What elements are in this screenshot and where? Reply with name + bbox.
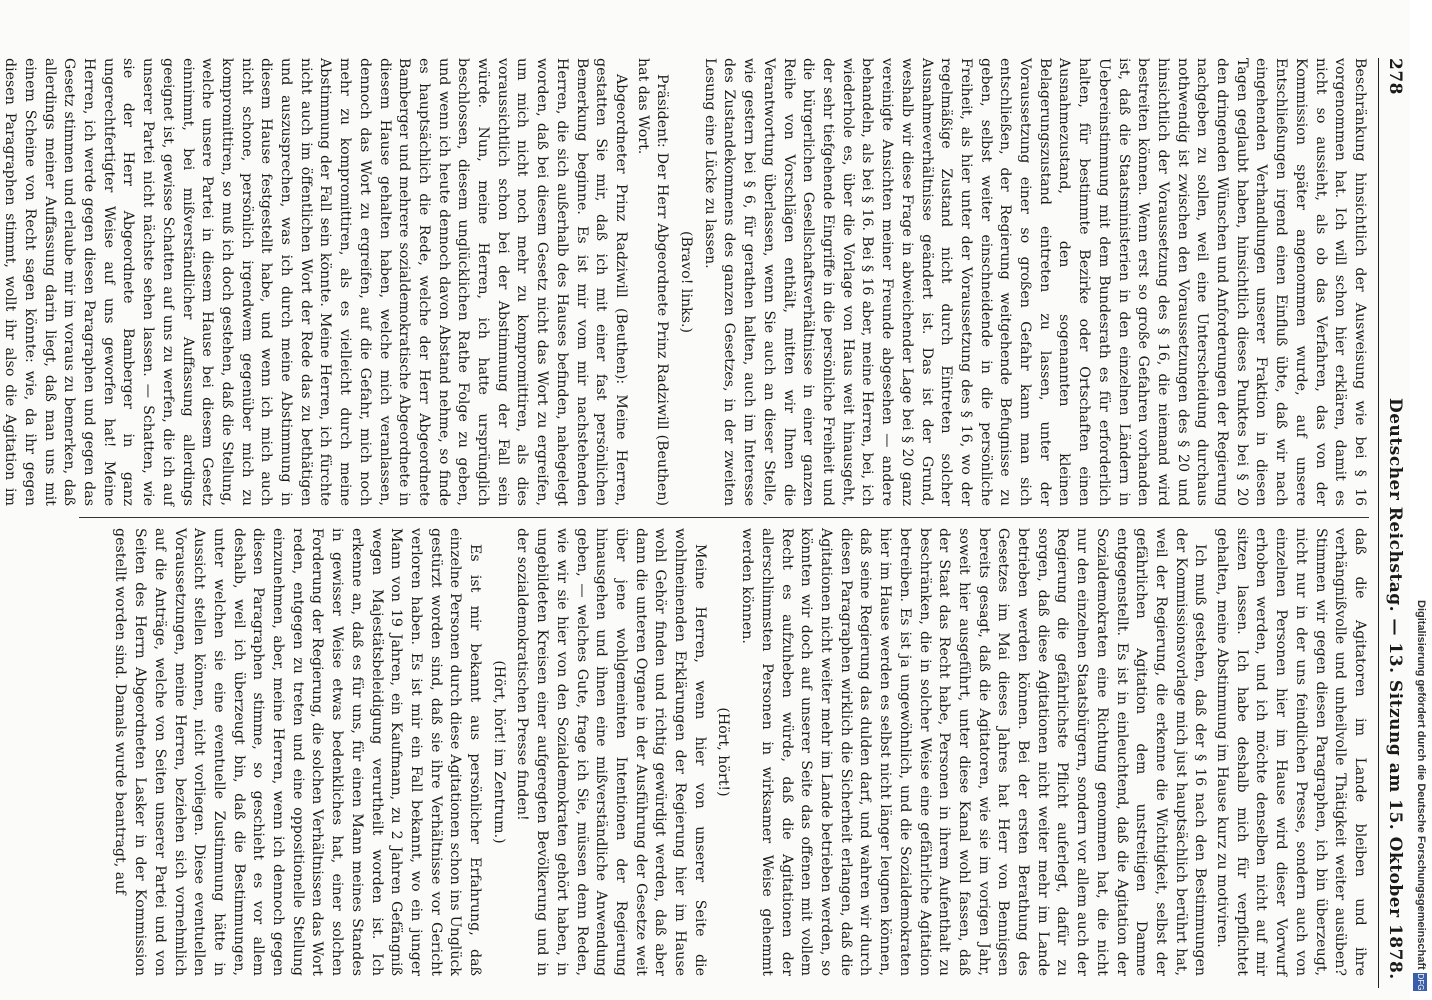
column-divider: [79, 517, 1369, 518]
paragraph: Beschränkung hinsichtlich der Ausweisung wie bei § 16 vorgenommen hat. Ich will schon hier erklären, damit es nicht so aussieht, als ob das Verfahren, das von der Kommission später angenommen wurde, auf unsere Entschließungen irgend einen Einfluß übte, daß wir nach eingehenden Verhandlungen unserer Fraktion in diesen Tagen geglaubt haben, hinsichtlich dieses Punktes bei § 20 den dringenden Wünschen und Anforderungen der Regierung nachgeben zu sollen, weil eine Unterscheidung durchaus nothwendig ist zwischen den Voraussetzungen des § 20 und hinsichtlich der Voraussetzung des § 16, die niemand wird bestreiten können. Wenn erst so große Gefahren vorhanden ist, daß die Staatsministerien in den einzelnen Ländern in Uebereinstimmung mit dem Bundesrath es für erforderlich halten, für bestimmte Bezirke oder Ortschaften einen Ausnahmezustand, den sogenannten kleinen Belagerungszustand eintreten zu lassen, unter der Voraussetzung einer so großen Gefahr kann man sich entschließen, der Regierung weitgehende Befugnisse zu geben, selbst weiter einschneidende in die persönliche Freiheit, als hier unter der Voraussetzung des § 16, wo der regelmäßige Zustand nicht durch Eintreten solcher Ausnahmeverhältnisse geändert ist. Das ist der Grund, weshalb wir diese Frage in abweichender Lage bei § 20 ganz vereinigte Ansichten meiner Freunde abgesehen — andere behandeln, als bei § 16. Bei § 16 aber, meine Herren, bei, ich wiederhole es, über die Vorlage von Haus weit hinausgeht, der sehr tiefgehende Eingriffe in die persönliche Freiheit und die bürgerlichen Gesellschaftsverhältnisse in einer ganzen Reihe von Vorschlägen enthält, mitten wir Ihnen die Verantwortung überlassen, wenn Sie auch an dieser Stelle, wie gestern bei § 6, für gerathen halten, auch im Interesse des Zustandekommens des ganzen Gesetzes, in der zweiten Lesung eine Lücke zu lassen.: [701, 58, 1368, 506]
dfg-logo: DFG: [1413, 973, 1427, 991]
paragraph: daß die Agitatoren im Lande bleiben und ihre verhängnißvolle und unheilvolle Thätigkeit weiter ausüben? Stimmen wir gegen diesen Paragraphen, ich bin überzeugt, nicht nur in der uns feindlichen Presse, sondern auch von einzelnen Personen hier im Hause wird dieser Vorwurf erhoben werden, und ich möchte denselben nicht auf mir sitzen lassen. Ich habe deshalb mich für verpflichtet gehalten, meine Abstimmung im Hause kurz zu motiviren.: [1214, 528, 1368, 976]
paragraph: Meine Herren, wenn hier von unserer Seite die wohlmeinenden Erklärungen der Regierung hier im Hause wohl Gehör finden und richtig gewürdigt werden, daß aber dann die unteren Organe in der Ausführung der Gesetze weit über jene wohlgemeinten Intentionen der Regierung hinausgehen und ihnen eine mißverständliche Anwendung geben, — welches Gute, frage ich Sie, müssen denn Reden, wie wir sie hier von den Sozialdemokraten gehört haben, in ungebildeten Kreisen einer aufgeregten Bevölkerung und in der sozialdemokratischen Presse finden!: [514, 528, 708, 976]
paragraph: Ich muß gestehen, daß der § 16 nach den Bestimmungen der Kommissionsvorlage mich just hauptsächlich berührt hat, weil der Regierung, die erkenne die Wichtigkeit, selbst der gefährlichen Agitation dem unstreitigen Damme entgegenstellt. Es ist in einleuchtend, daß die Agitation der Sozialdemokraten eine Richtung genommen hat, die nicht nur den einzelnen Staatsbürgern, sondern vor allem auch der Regierung die gefährlichste Pflicht auferlegt, dafür zu sorgen, daß diese Agitationen nicht weiter mehr im Lande betrieben werden können. Bei der ersten Berathung des Gesetzes im Mai dieses Jahres hat Herr von Bennigsen bereits gesagt, daß die Agitatoren, wie sie im vorigen Jahr, soweit hier ausgeführt, unter diese Kanal wohl fassen, daß der Staat das Recht habe, Personen in ihrem Aufenthalt zu beschränken, die in solcher Weise eine gefährliche Agitation betreiben. Es ist ja ungewöhnlich, und die Sozialdemokraten hier im Hause werden es selbst nicht länger leugnen können, daß seine Regierung das dulden darf, und wahren wir durch diesen Paragraphen wirklich die Sicherheit erlangen, daß die Agitationen nicht weiter mehr im Lande betrieben werden, so könnten wir doch auf unserer Seite das offenen mit vollem Recht es aufzuheben würde, daß die Agitationen der allerschlimmsten Personen in wirksamer Weise gehemmt werden können.: [739, 528, 1209, 976]
digitization-credit: Digitalisierung gefördert durch die Deutsche Forschungsgemeinschaft: [1415, 600, 1427, 970]
page-title: Deutscher Reichstag. — 13. Sitzung am 15. Oktober 1878.: [1385, 398, 1405, 980]
page-number: 278: [1385, 58, 1405, 95]
interjection: (Hört, hört!): [715, 707, 732, 797]
applause-note: (Bravo! links.): [678, 230, 695, 334]
page-header: [1383, 58, 1405, 988]
interjection: (Hört, hört! im Zentrum.): [490, 660, 507, 844]
header-rule: [1378, 58, 1379, 988]
paragraph: Abgeordneter Prinz Radziwill (Beuthen): Meine Herren, gestatten Sie mir, daß ich mit einer fast persönlichen Bemerkung beginne. Es ist mir vom mir nachstehenden Herren, die sich außerhalb des Hauses befinden, nahegelegt worden, daß bei diesem Gesetz nicht das Wort zu ergreifen, um mich nicht noch mehr zu kompromittiren, als dies voraussichtlich schon bei der Abstimmung der Fall sein würde. Nun, meine Herren, ich hatte ursprünglich beschlossen, diesem unglücklichen Rathe Folge zu geben, und wenn ich heute dennoch davon Abstand nehme, so finde es hauptsächlich die Rede, welche der Herr Abgeordnete Bamberger und mehrere sozialdemokratische Abgeordnete in diesem Hause gehalten haben, welche mich veranlassen, dennoch das Wort zu ergreifen, auf die Gefahr, mich noch mehr zu kompromittiren, als es vielleicht durch meine Abstimmung der Fall sein könnte. Meine Herren, ich fürchte nicht auch im öffentlichen Wort der Rede das zu bethätigen und auszusprechen, was ich durch meine Abstimmung in diesem Hause festgestellt habe, und wenn ich mich auch nicht schone, persönlich irgendwem gegenüber mich zu kompromittiren, so muß ich doch gestehen, daß die Stellung, welche unsere Partei in diesem Hause bei diesem Gesetz einnimmt, bei mißverständlicher Auffassung allerdings geeignet ist, gewisse Schatten auf uns zu werfen, die ich auf unserer Partei nicht nächste sehen lassen. — Schatten, wie sie der Herr Abgeordnete Bamberger in ganz ungerechtfertigter Weise auf uns geworfen hat! Meine Herren, ich werde gegen diesen Paragraphen und gegen das Gesetz stimmen und erlaube mir im voraus zu bemerken, daß allerdings meiner Auffassung darin liegt, daß man uns mit einem Scheine von Recht sagen könnte: wie, da ihr gegen diesen Paragraphen stimmt, wollt ihr also die Agitation im: [2, 58, 629, 506]
paragraph: Es ist mir bekannt aus persönlicher Erfahrung, daß einzelne Personen durch diese Agitationen schon ins Unglück gestürzt worden sind, daß sie ihre Verhältnisse vor Gericht verloren haben. Es ist mir ein Fall bekannt, wo ein junger Mann von 19 Jahren, ein Kaufmann, zu 2 Jahren Gefängniß wegen Majestätsbeleidigung verurtheilt worden ist. Ich erkenne an, daß es für uns, für einen Mann meines Standes in gewisser Weise etwas bedenkliches hat, einer solchen Forderung der Regierung, die solchen Verhältnissen das Wort reden, entgegen zu treten und eine oppositionelle Stellung einzunehmen, aber, meine Herren, wenn ich dennoch gegen diesen Paragraphen stimme, so geschieht es vor allem deshalb, weil ich überzeugt bin, daß die Bestimmungen, unter welchen sie eine eventuelle Zustimmung hätte in Aussicht stellen können, nicht vorliegen. Diese eventuellen Voraussetzungen, meine Herren, beziehen sich vornehmlich auf die Anträge, welche von Seiten unserer Partei und von Seiten des Herrn Abgeordneten Lasker in der Kommission gestellt worden sind. Damals wurde beantragt, auf: [112, 528, 484, 976]
president-remark: Präsident: Der Herr Abgeordnete Prinz Radziwill (Beuthen) hat das Wort.: [634, 58, 671, 506]
left-column: [2, 58, 1369, 506]
newspaper-page: [2, 58, 1405, 988]
right-column: [79, 528, 1369, 976]
